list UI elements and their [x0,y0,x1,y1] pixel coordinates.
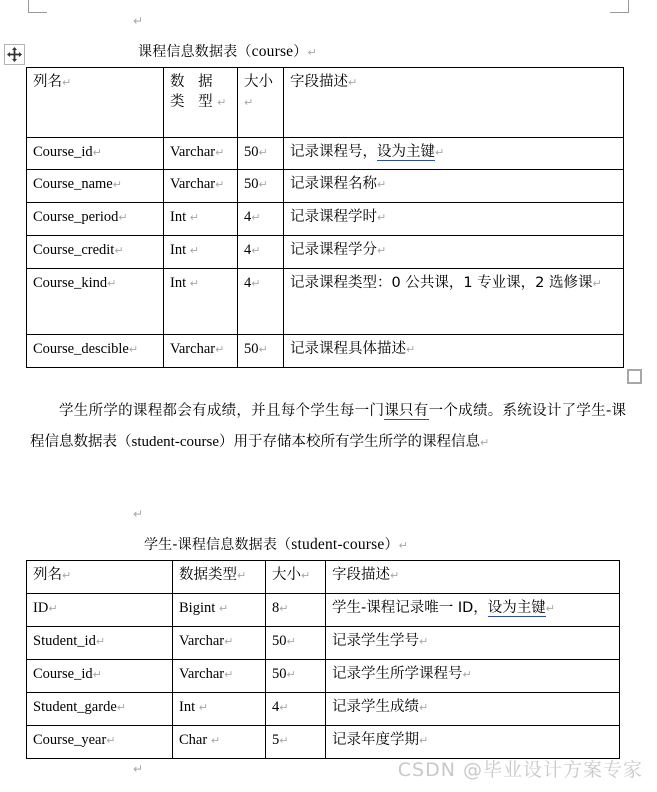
cell-pilcrow: ↵ [419,734,429,747]
table1-row1-size: 50↵ [238,170,284,203]
table1-header-colname: 列名↵ [27,68,164,138]
table2-row2-colname: Course_id↵ [27,660,173,693]
table1-row0-datatype: Varchar↵ [164,138,238,170]
table-row [27,660,620,693]
table2-row0-description: 学生-课程记录唯一 ID，设为主键↵ [326,594,620,627]
cell-pilcrow: ↵ [286,635,296,648]
cell-pilcrow: ↵ [224,635,234,648]
table-resize-handle[interactable] [627,369,642,384]
cell-pilcrow: ↵ [377,211,387,224]
table1-row0-description: 记录课程号，设为主键↵ [284,138,624,170]
course-table [26,67,624,368]
paragraph-mark-top: ↵ [133,14,144,28]
table2-row4-datatype: Char ↵ [173,726,266,759]
cell-pilcrow: ↵ [116,701,126,714]
cell-pilcrow: ↵ [419,701,429,714]
table2-row4-size: 5↵ [266,726,326,759]
table1-row0-colname: Course_id↵ [27,138,164,170]
cell-pilcrow: ↵ [545,602,556,615]
table1-row0-size: 50↵ [238,138,284,170]
table1-row2-description: 记录课程学时↵ [284,203,624,236]
cell-pilcrow: ↵ [390,569,400,582]
table1-caption [138,41,317,61]
cell-pilcrow: ↵ [217,96,227,109]
table-row [27,203,624,236]
table2-header-colname: 列名↵ [27,561,173,594]
table1-row4-size: 4↵ [238,269,284,335]
table2-row2-size: 50↵ [266,660,326,693]
table2-row1-description: 记录学生学号↵ [326,627,620,660]
table1-row4-datatype: Int ↵ [164,269,238,335]
cell-pilcrow: ↵ [251,244,261,257]
cell-pilcrow: ↵ [106,734,116,747]
table1-row5-description: 记录课程具体描述↵ [284,335,624,368]
cell-pilcrow: ↵ [218,602,229,615]
table-row [27,594,620,627]
paragraph-mark-bottom: ↵ [133,762,144,776]
table2-row3-description: 记录学生成绩↵ [326,693,620,726]
table2-caption-pilcrow: ↵ [398,539,409,552]
table2-row4-colname: Course_year↵ [27,726,173,759]
cell-pilcrow: ↵ [210,734,221,747]
cell-pilcrow: ↵ [189,244,199,257]
table2-caption-close: ） [384,537,399,553]
primary-key-underlined-text: 设为主键 [377,144,435,160]
table1-row2-datatype: Int ↵ [164,203,238,236]
cell-pilcrow: ↵ [251,211,261,224]
table1-row5-size: 50↵ [238,335,284,368]
table1-header-datatype: 数 据 类 型↵ [164,68,238,138]
cell-pilcrow: ↵ [377,244,387,257]
cell-pilcrow: ↵ [224,668,234,681]
table2-row1-size: 50↵ [266,627,326,660]
cell-pilcrow: ↵ [377,178,387,191]
cell-pilcrow: ↵ [189,277,199,290]
table-move-handle[interactable] [4,44,25,65]
primary-key-underlined-text: 设为主键 [487,600,546,616]
cell-pilcrow: ↵ [112,178,122,191]
student-course-table [26,560,620,759]
table2-row2-datatype: Varchar↵ [173,660,266,693]
table-row [27,693,620,726]
cell-pilcrow: ↵ [215,146,225,159]
cell-pilcrow: ↵ [279,701,289,714]
cell-pilcrow: ↵ [301,569,311,582]
table-row [27,236,624,269]
cell-pilcrow: ↵ [118,211,128,224]
cell-pilcrow: ↵ [244,96,254,109]
table1-row3-colname: Course_credit↵ [27,236,164,269]
cell-pilcrow: ↵ [198,701,208,714]
cell-pilcrow: ↵ [95,635,106,648]
body-paragraph [30,396,626,458]
table2-row3-size: 4↵ [266,693,326,726]
cell-pilcrow: ↵ [114,244,124,257]
cell-pilcrow: ↵ [128,343,139,356]
table2-row3-colname: Student_garde↵ [27,693,173,726]
cell-pilcrow: ↵ [406,343,416,356]
table-row [27,627,620,660]
cell-pilcrow: ↵ [62,569,72,582]
page-margin-mark-top-right [610,0,629,13]
paragraph-part-1: 学生所学的课程都会有成绩，并且每个学生每一门 [59,403,385,419]
table2-row2-description: 记录学生所学课程号↵ [326,660,620,693]
cell-pilcrow: ↵ [258,178,268,191]
paragraph-part-2: 一个成绩。系统设计了学生-课程信息数据表（ [30,403,627,450]
cell-pilcrow: ↵ [286,668,296,681]
table2-row1-datatype: Varchar↵ [173,627,266,660]
table2-caption-en: student-course [291,536,385,553]
table1-row5-datatype: Varchar↵ [164,335,238,368]
table1-caption-close: ） [293,44,308,60]
cell-pilcrow: ↵ [258,146,268,159]
table1-header-description: 字段描述↵ [284,68,624,138]
cell-pilcrow: ↵ [92,668,102,681]
cell-pilcrow: ↵ [419,635,429,648]
table2-row4-description: 记录年度学期↵ [326,726,620,759]
move-handle-icon [5,45,24,64]
table2-row3-datatype: Int ↵ [173,693,266,726]
table1-row4-colname: Course_kind↵ [27,269,164,335]
cell-pilcrow: ↵ [62,76,72,89]
table-row [27,170,624,203]
cell-pilcrow: ↵ [215,178,225,191]
table1-row3-datatype: Int ↵ [164,236,238,269]
table2-row1-colname: Student_id↵ [27,627,173,660]
table1-row3-description: 记录课程学分↵ [284,236,624,269]
page-margin-mark-top-left [28,0,47,13]
table2-header-description: 字段描述↵ [326,561,620,594]
table1-row1-description: 记录课程名称↵ [284,170,624,203]
cell-pilcrow: ↵ [435,146,445,159]
table2-row0-datatype: Bigint ↵ [173,594,266,627]
table-row [27,335,624,368]
table2-row0-colname: ID↵ [27,594,173,627]
paragraph-pilcrow: ↵ [479,436,490,449]
table-row [27,138,624,170]
paragraph-part-3: ）用于存储本校所有学生所学的课程信息 [218,434,480,450]
table1-row2-colname: Course_period↵ [27,203,164,236]
table2-row0-size: 8↵ [266,594,326,627]
table1-caption-en: course [251,43,294,60]
paragraph-latin-term: student-course [131,434,219,450]
cell-pilcrow: ↵ [237,569,247,582]
cell-pilcrow: ↵ [107,277,117,290]
table2-header-size: 大小↵ [266,561,326,594]
cell-pilcrow: ↵ [215,343,225,356]
table2-caption-cn: 学生-课程信息数据表（ [144,537,292,553]
cell-pilcrow: ↵ [92,146,102,159]
table1-row3-size: 4↵ [238,236,284,269]
table-header-row [27,68,624,138]
cell-pilcrow: ↵ [189,211,199,224]
table1-header-size: 大小↵ [238,68,284,138]
table2-caption [144,534,408,554]
cell-pilcrow: ↵ [462,668,472,681]
table1-row2-size: 4↵ [238,203,284,236]
table1-row1-datatype: Varchar↵ [164,170,238,203]
paragraph-mark-before-table2: ↵ [133,507,144,521]
csdn-watermark: CSDN @毕业设计方案专家 [397,759,643,781]
table2-header-datatype: 数据类型↵ [173,561,266,594]
table1-caption-pilcrow: ↵ [307,46,317,59]
cell-pilcrow: ↵ [279,734,289,747]
table1-row4-description: 记录课程类型：0 公共课，1 专业课，2 选修课↵ [284,269,624,335]
cell-pilcrow: ↵ [279,602,289,615]
table1-caption-cn: 课程信息数据表（ [138,44,252,60]
cell-pilcrow: ↵ [592,277,602,290]
cell-pilcrow: ↵ [251,277,261,290]
table-row [27,269,624,335]
cell-pilcrow: ↵ [348,76,358,89]
paragraph-underlined-text: 课只有 [384,403,429,419]
table-row [27,726,620,759]
cell-pilcrow: ↵ [48,602,58,615]
table-header-row [27,561,620,594]
table1-row5-colname: Course_descible↵ [27,335,164,368]
cell-pilcrow: ↵ [258,343,268,356]
table1-row1-colname: Course_name↵ [27,170,164,203]
